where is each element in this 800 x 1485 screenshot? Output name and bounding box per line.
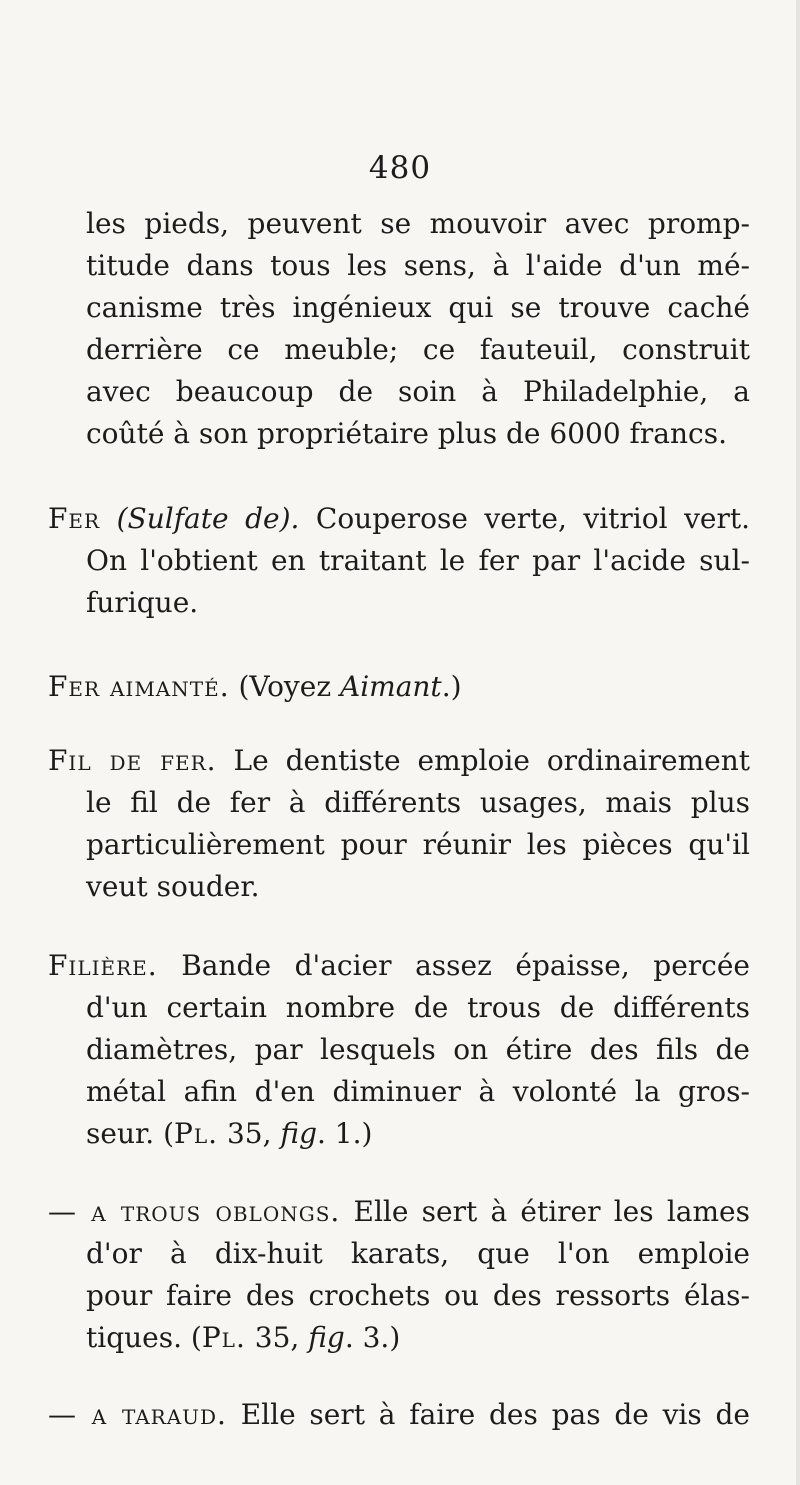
cross-reference: Aimant — [339, 670, 442, 703]
entry-text: (Voyez — [229, 670, 340, 703]
text-line: d'or à dix-huit karats, que l'on emploie — [86, 1237, 750, 1270]
text-line: derrière ce meuble; ce fauteuil, construit — [86, 333, 750, 366]
figure-abbrev: fig — [280, 1117, 317, 1150]
text-line: titude dans tous les sens, à l'aide d'un mé- — [86, 249, 750, 282]
text-line: canisme très ingénieux qui se trouve caché — [86, 291, 750, 324]
text-line: le fil de fer à différents usages, mais plus — [86, 786, 750, 819]
entry-text: Elle sert à étirer les lames — [340, 1195, 750, 1228]
entry-text: 35, — [245, 1321, 309, 1354]
entry-fil-de-fer — [48, 740, 750, 908]
entry-fer-aimante — [48, 666, 750, 708]
entry-fer-sulfate — [48, 498, 750, 624]
plate-abbrev: Pl. — [201, 1321, 246, 1354]
entry-taraud — [48, 1394, 750, 1436]
entry-text: Couperose verte, vitriol vert. — [299, 502, 750, 535]
text-line — [48, 1317, 750, 1359]
entry-text: Elle sert à faire des pas de vis de — [226, 1398, 750, 1431]
page-number: 480 — [368, 150, 432, 186]
entry-first-line — [48, 945, 750, 987]
entry-text: tiques. ( — [86, 1321, 202, 1354]
text-line: particulièrement pour réunir les pièces qu'il — [86, 828, 750, 861]
entry-text: .) — [441, 670, 462, 703]
entry-headword: Fer — [48, 502, 101, 535]
plate-abbrev: Pl. — [174, 1117, 219, 1150]
text-line: d'un certain nombre de trous de différents — [86, 991, 750, 1024]
entry-text: Bande d'acier assez épaisse, percée — [157, 949, 750, 982]
entry-text: Le dentiste emploie ordinairement — [216, 744, 750, 777]
entry-first-line — [48, 740, 750, 782]
entry-text: . 1.) — [317, 1117, 373, 1150]
entry-qualifier: (Sulfate de). — [100, 502, 300, 535]
figure-abbrev: fig — [308, 1321, 345, 1354]
entry-first-line — [48, 1191, 750, 1233]
entry-headword: — a trous oblongs. — [48, 1195, 341, 1228]
entry-filiere — [48, 945, 750, 1155]
entry-headword: — a taraud. — [48, 1398, 227, 1431]
text-line: pour faire des crochets ou des ressorts élas- — [86, 1279, 750, 1312]
entry-headword: Fer aimanté. — [48, 670, 230, 703]
text-line: avec beaucoup de soin à Philadelphie, a — [86, 375, 750, 408]
text-line: métal afin d'en diminuer à volonté la gros- — [86, 1075, 750, 1108]
entry-text: seur. ( — [86, 1117, 175, 1150]
entry-headword: Fil de fer. — [48, 744, 217, 777]
text-line: coûté à son propriétaire plus de 6000 francs. — [86, 417, 727, 450]
text-line: veut souder. — [86, 870, 260, 903]
text-line: On l'obtient en traitant le fer par l'acide sul- — [86, 544, 750, 577]
entry-first-line — [48, 1394, 750, 1436]
text-line: les pieds, peuvent se mouvoir avec promp- — [86, 207, 750, 240]
paragraph-continuation — [48, 203, 750, 455]
entry-text: . 3.) — [344, 1321, 401, 1354]
entry-headword: Filière. — [48, 949, 158, 982]
entry-first-line — [48, 498, 750, 540]
text-line: furique. — [86, 586, 199, 619]
text-line: diamètres, par lesquels on étire des fils de — [86, 1033, 750, 1066]
entry-trous-oblongs — [48, 1191, 750, 1359]
text-line — [48, 1113, 750, 1155]
entry-first-line — [48, 666, 750, 708]
entry-text: 35, — [218, 1117, 281, 1150]
page-edge — [796, 0, 800, 1485]
